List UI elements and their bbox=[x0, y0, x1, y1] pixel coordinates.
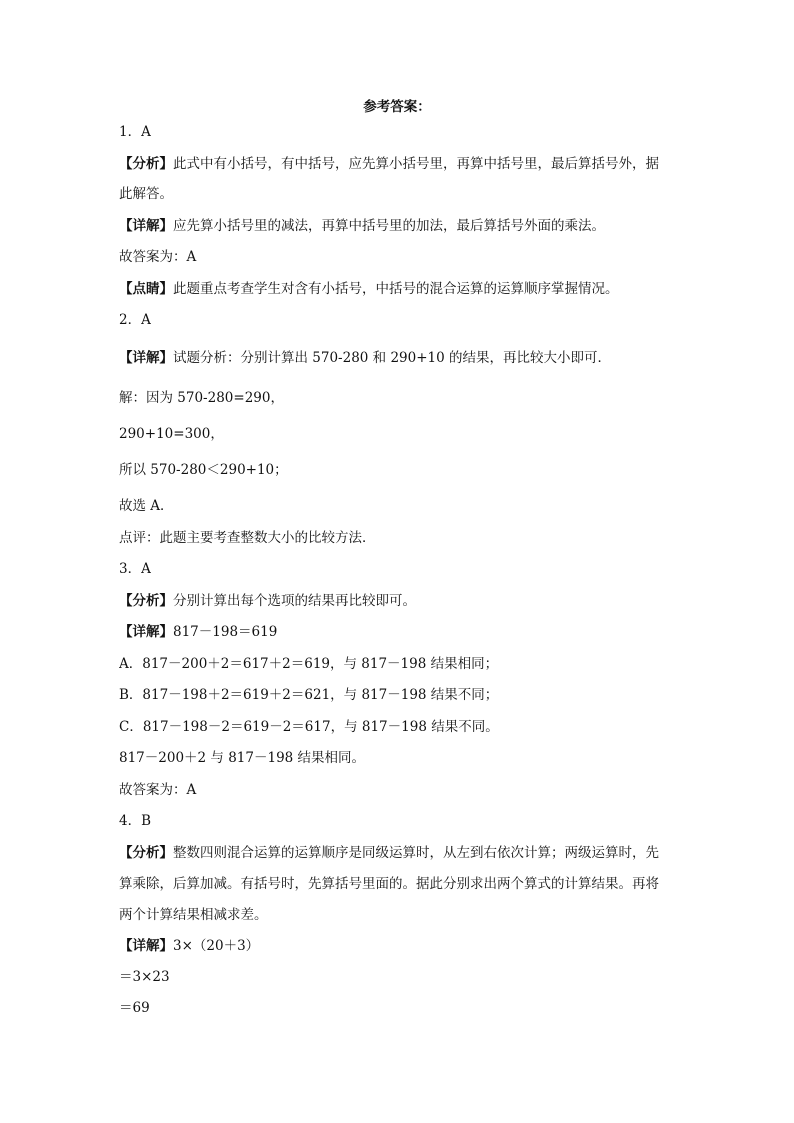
text-line: 【详解】应先算小括号里的减法，再算中括号里的加法，最后算括号外面的乘法。 bbox=[119, 218, 605, 234]
page-title: 参考答案： bbox=[363, 99, 431, 115]
text-line: 【详解】817－198＝619 bbox=[119, 624, 278, 640]
text-line: 【详解】3×（20＋3） bbox=[119, 938, 260, 954]
text-line: 故答案为：A bbox=[119, 249, 197, 265]
text-line: ＝3×23 bbox=[119, 969, 170, 985]
text-line: 故选 A． bbox=[119, 498, 174, 514]
text-line: ＝69 bbox=[119, 1000, 150, 1016]
text-line: 【详解】试题分析：分别计算出 570-280 和 290+10 的结果，再比较大小即可． bbox=[119, 350, 612, 366]
text-line: C．817－198－2＝619－2＝617，与 817－198 结果不同。 bbox=[119, 719, 499, 735]
text-line: 故答案为：A bbox=[119, 782, 197, 798]
text-line: 【分析】分别计算出每个选项的结果再比较即可。 bbox=[119, 593, 416, 609]
text-line: 两个计算结果相减求差。 bbox=[119, 907, 268, 923]
text-line: 2．A bbox=[119, 312, 151, 328]
text-line: 算乘除，后算加减。有括号时，先算括号里面的。据此分别求出两个算式的计算结果。再将 bbox=[119, 876, 659, 892]
text-line: 此解答。 bbox=[119, 186, 173, 202]
text-line: 817－200＋2 与 817－198 结果相同。 bbox=[119, 750, 366, 766]
text-line: 解：因为 570-280=290， bbox=[119, 390, 284, 406]
text-line: 所以 570-280＜290+10； bbox=[119, 462, 288, 478]
text-line: A．817－200＋2＝617＋2＝619，与 817－198 结果相同； bbox=[119, 656, 499, 672]
text-line: 【点睛】此题重点考查学生对含有小括号，中括号的混合运算的运算顺序掌握情况。 bbox=[119, 281, 619, 297]
text-line: 点评：此题主要考查整数大小的比较方法． bbox=[119, 530, 376, 546]
text-line: 290+10=300， bbox=[119, 426, 224, 442]
text-line: 1．A bbox=[119, 124, 151, 140]
text-line: B．817－198＋2＝619＋2＝621，与 817－198 结果不同； bbox=[119, 687, 499, 703]
text-line: 【分析】此式中有小括号，有中括号，应先算小括号里，再算中括号里，最后算括号外，据 bbox=[119, 156, 659, 172]
text-line: 【分析】整数四则混合运算的运算顺序是同级运算时，从左到右依次计算；两级运算时，先 bbox=[119, 845, 659, 861]
text-line: 4．B bbox=[119, 813, 152, 829]
text-line: 3．A bbox=[119, 561, 151, 577]
